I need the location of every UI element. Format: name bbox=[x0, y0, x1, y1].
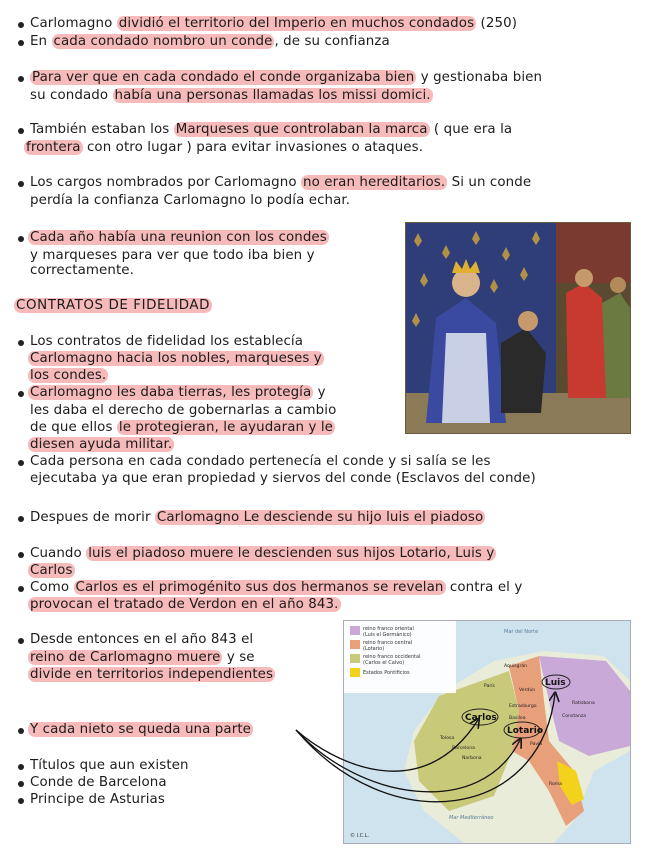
bullet bbox=[18, 340, 24, 346]
bullet bbox=[18, 181, 24, 187]
highlight: divide en territorios independientes bbox=[30, 667, 274, 682]
note-line bbox=[28, 437, 174, 453]
city-label: Pavía bbox=[530, 742, 543, 747]
highlight: reino de Carlomagno muere bbox=[30, 650, 221, 665]
line-text: Cada persona en cada condado pertenecía el conde y si salía se les bbox=[30, 454, 491, 469]
highlight: Marqueses que controlaban la marca bbox=[175, 122, 428, 137]
bullet bbox=[18, 40, 24, 46]
note-line bbox=[28, 563, 75, 579]
bullet bbox=[18, 516, 24, 522]
verdun-treaty-map bbox=[344, 621, 630, 843]
bullet bbox=[18, 781, 24, 787]
highlight: luis el piadoso muere le descienden sus hijos Lotario, Luis y bbox=[88, 546, 495, 561]
city-label: Narbona bbox=[462, 756, 482, 761]
note-line bbox=[28, 368, 108, 384]
note-line bbox=[30, 88, 433, 104]
highlight: Y cada nieto se queda una parte bbox=[30, 722, 252, 737]
bullet bbox=[18, 638, 24, 644]
line-text: les daba el derecho de gobernarlas a cambio bbox=[30, 403, 337, 418]
highlight: CONTRATOS DE FIDELIDAD bbox=[16, 298, 211, 313]
line-text: con otro lugar ) para evitar invasiones o ataques. bbox=[82, 140, 424, 155]
bullet bbox=[18, 76, 24, 82]
highlight: diesen ayuda militar. bbox=[30, 437, 173, 452]
note-line bbox=[30, 122, 512, 138]
highlight: Carlos bbox=[30, 563, 73, 578]
highlight: Carlomagno les daba tierras, les protegía bbox=[30, 385, 312, 400]
line-text: ejecutaba ya que eran propiedad y siervos del conde (Esclavos del conde) bbox=[30, 471, 536, 486]
sea-label: Mar del Norte bbox=[504, 629, 539, 635]
highlight: Carlomagno hacia los nobles, marqueses y bbox=[30, 351, 322, 366]
highlight: había una personas llamadas los missi domici. bbox=[114, 88, 431, 103]
note-line bbox=[30, 16, 517, 32]
legend-swatch bbox=[350, 626, 360, 635]
line-text: contra el y bbox=[445, 580, 523, 595]
city-label: Estrasburgo bbox=[509, 704, 537, 709]
legend-label: (Luis el Germánico) bbox=[363, 632, 412, 638]
legend-label: (Lotario) bbox=[363, 646, 385, 652]
note-line bbox=[30, 546, 496, 562]
highlight: frontera bbox=[26, 140, 81, 155]
line-text: Cuando bbox=[30, 546, 87, 561]
note-line bbox=[30, 334, 303, 350]
legend-label: reino franco occidental bbox=[363, 654, 421, 660]
line-text: y se bbox=[222, 650, 255, 665]
line-text: Principe de Asturias bbox=[30, 792, 165, 807]
note-line bbox=[28, 230, 329, 246]
note-line bbox=[30, 70, 542, 86]
bullet bbox=[18, 236, 24, 242]
line-text: , de su confianza bbox=[274, 34, 390, 49]
note-line bbox=[28, 667, 275, 683]
bullet bbox=[18, 798, 24, 804]
line-text: su condado bbox=[30, 88, 113, 103]
line-text: Si un conde bbox=[447, 175, 532, 190]
bullet bbox=[18, 728, 24, 734]
note-line bbox=[24, 140, 423, 156]
note-line bbox=[28, 650, 255, 666]
city-label: París bbox=[484, 684, 495, 689]
line-text: Los contratos de fidelidad los establecía bbox=[30, 334, 304, 349]
note-line bbox=[30, 775, 167, 791]
bullet bbox=[18, 552, 24, 558]
note-line bbox=[30, 510, 485, 526]
legend-swatch bbox=[350, 668, 360, 677]
section-heading bbox=[14, 298, 212, 314]
highlight: Cada año había una reunion con los condes bbox=[30, 230, 327, 245]
note-line bbox=[28, 722, 253, 738]
line-text: de que ellos bbox=[30, 420, 117, 435]
note-line bbox=[30, 248, 315, 264]
highlight: dividió el territorio del Imperio en muchos condados bbox=[118, 16, 475, 31]
note-line bbox=[30, 580, 522, 596]
painting-illustration bbox=[406, 223, 630, 433]
note-line bbox=[30, 175, 531, 191]
bullet bbox=[18, 764, 24, 770]
city-label: Barcelona bbox=[452, 746, 475, 751]
highlight: Para ver que en cada condado el conde organizaba bien bbox=[32, 70, 415, 85]
legend-label: reino franco central bbox=[363, 640, 413, 646]
city-label: Ratisbona bbox=[572, 701, 595, 706]
highlight: los condes. bbox=[30, 368, 107, 383]
note-line bbox=[30, 420, 335, 436]
handwritten-label-carlos: Carlos bbox=[465, 713, 497, 723]
sea-label: Mar Mediterráneo bbox=[449, 815, 494, 821]
line-text: Conde de Barcelona bbox=[30, 775, 167, 790]
bullet bbox=[18, 586, 24, 592]
highlight: Carlos es el primogénito sus dos hermanos se revelan bbox=[75, 580, 444, 595]
note-line bbox=[30, 454, 491, 470]
legend-label: Estados Pontificios bbox=[363, 670, 410, 676]
legend-swatch bbox=[350, 654, 360, 663]
city-label: Roma bbox=[549, 782, 563, 787]
line-text: Carlomagno bbox=[30, 16, 117, 31]
note-line bbox=[30, 34, 390, 50]
painting-image bbox=[405, 222, 631, 434]
line-text: Despues de morir bbox=[30, 510, 155, 525]
note-line bbox=[30, 792, 165, 808]
line-text: En bbox=[30, 34, 52, 49]
handwritten-label-luis: Luis bbox=[545, 678, 566, 688]
note-line bbox=[30, 758, 189, 774]
handwritten-label-lotario: Lotario bbox=[507, 726, 543, 736]
bullet bbox=[18, 391, 24, 397]
line-text: y marqueses para ver que todo iba bien y bbox=[30, 248, 315, 263]
city-label: Basilea bbox=[509, 716, 526, 721]
note-line bbox=[28, 597, 341, 613]
city-label: Aquisgrán bbox=[504, 664, 528, 669]
line-text: y bbox=[313, 385, 326, 400]
line-text: Como bbox=[30, 580, 74, 595]
legend-swatch bbox=[350, 640, 360, 649]
note-line bbox=[30, 403, 336, 419]
city-label: Constanza bbox=[562, 714, 587, 719]
highlight: provocan el tratado de Verdon en el año 843. bbox=[30, 597, 339, 612]
line-text: perdía la confianza Carlomagno lo podía echar. bbox=[30, 193, 351, 208]
city-label: Verdún bbox=[519, 688, 536, 693]
line-text: Los cargos nombrados por Carlomagno bbox=[30, 175, 301, 190]
bullet bbox=[18, 460, 24, 466]
note-line bbox=[30, 632, 253, 648]
line-text: Títulos que aun existen bbox=[30, 758, 189, 773]
line-text: ( que era la bbox=[429, 122, 513, 137]
legend-label: reino franco oriental bbox=[363, 626, 414, 632]
bullet bbox=[18, 22, 24, 28]
highlight: no eran hereditarios. bbox=[303, 175, 446, 190]
note-line bbox=[28, 351, 324, 367]
line-text: También estaban los bbox=[30, 122, 174, 137]
highlight: Carlomagno Le desciende su hijo luis el piadoso bbox=[156, 510, 484, 525]
map-image bbox=[343, 620, 631, 844]
map-copyright: © I.C.L. bbox=[350, 833, 370, 839]
bullet bbox=[18, 128, 24, 134]
legend-label: (Carlos el Calvo) bbox=[363, 660, 405, 666]
line-text: Desde entonces en el año 843 el bbox=[30, 632, 254, 647]
highlight: le protegieran, le ayudaran y le bbox=[118, 420, 333, 435]
note-line bbox=[28, 385, 326, 401]
note-line bbox=[30, 263, 134, 279]
note-line bbox=[30, 193, 350, 209]
line-text: correctamente. bbox=[30, 263, 135, 278]
note-line bbox=[30, 471, 536, 487]
line-text: y gestionaba bien bbox=[416, 70, 543, 85]
city-label: Tolosa bbox=[440, 736, 455, 741]
line-text: (250) bbox=[476, 16, 518, 31]
highlight: cada condado nombro un conde bbox=[53, 34, 273, 49]
